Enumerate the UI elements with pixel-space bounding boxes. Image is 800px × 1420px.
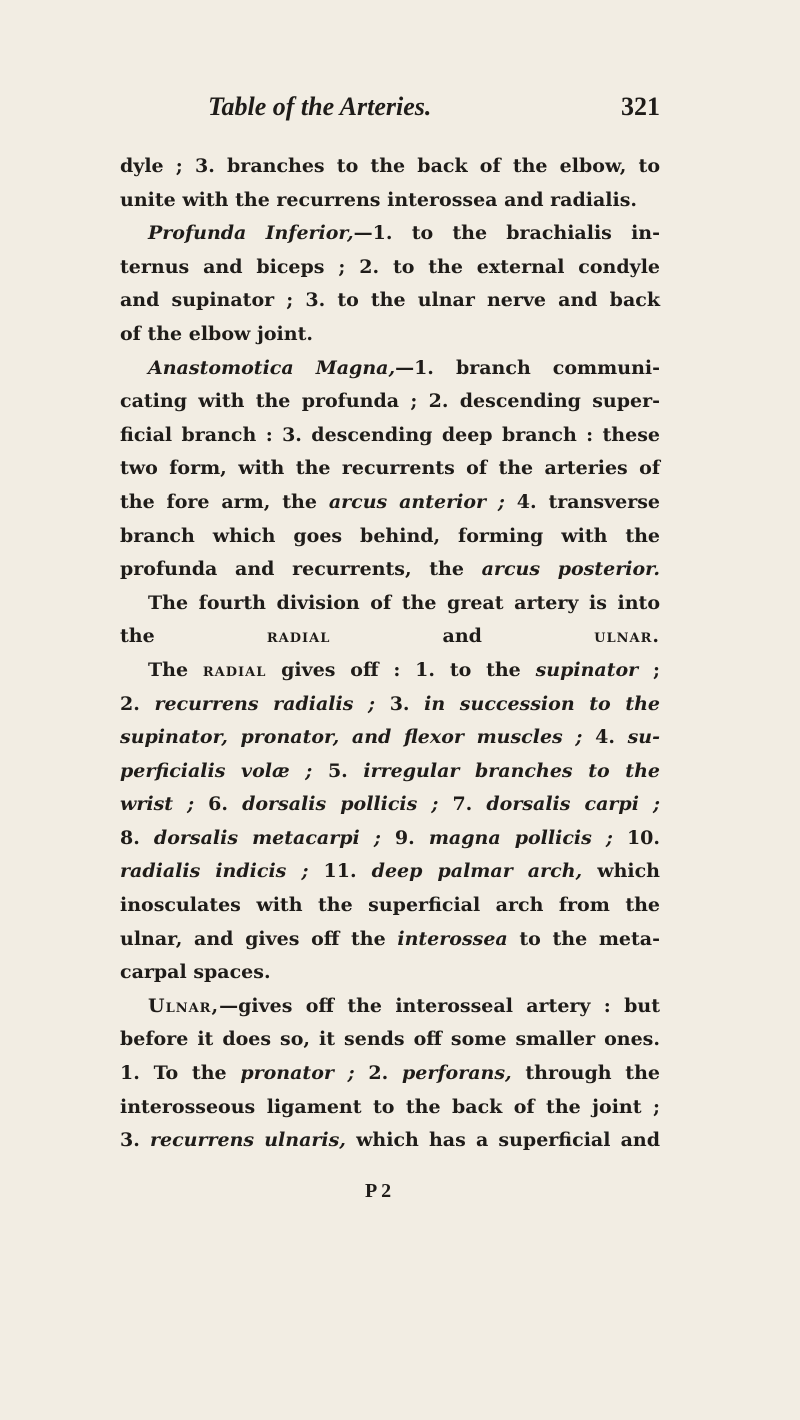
running-title: Table of the Arteries. [208, 92, 432, 121]
text-segment: the fore arm, the [120, 490, 329, 513]
text-segment: and supinator ; 3. to the ulnar nerve and back [120, 289, 660, 312]
italic-segment: perficialis volæ ; [120, 759, 313, 782]
text-segment: unite with the recurrens interossea and radialis. [120, 188, 638, 211]
italic-segment: dorsalis pollicis ; [242, 793, 439, 816]
text-segment: 4. transverse [504, 490, 660, 513]
text-line [120, 956, 660, 990]
text-line [120, 889, 660, 923]
italic-segment: arcus posterior. [481, 558, 660, 581]
text-line [120, 721, 660, 755]
text-line [120, 1023, 660, 1057]
text-line [120, 620, 660, 654]
small-caps-segment: radial [202, 658, 267, 681]
small-caps-segment: radial [266, 625, 331, 648]
text-segment: which has a superficial and [345, 1129, 660, 1152]
text-line [120, 855, 660, 889]
text-segment: 7. [438, 793, 487, 816]
text-segment: ; [638, 658, 660, 681]
text-segment: profunda and recurrents, the [120, 558, 482, 581]
text-segment: 4. [582, 726, 628, 749]
text-segment: 8. [120, 826, 154, 849]
text-segment: interosseous ligament to the back of the joint ; [120, 1095, 660, 1118]
italic-segment: Anastomotica Magna, [148, 356, 396, 379]
text-segment: of the elbow joint. [120, 322, 313, 345]
text-line [120, 788, 660, 822]
page-header [200, 92, 660, 132]
text-segment: 3. [120, 1129, 150, 1152]
italic-segment: radialis indicis ; [120, 860, 309, 883]
text-segment: ficial branch : 3. descending deep branch : these [120, 423, 660, 446]
text-line [120, 1057, 660, 1091]
italic-segment: supinator, pronator, and flexor muscles ; [120, 726, 583, 749]
text-segment: branch which goes behind, forming with the [120, 524, 660, 547]
text-line [120, 284, 660, 318]
text-line [120, 452, 660, 486]
italic-segment: dorsalis metacarpi ; [153, 826, 381, 849]
text-line [120, 990, 660, 1024]
text-segment: —gives off the interosseal artery : but [219, 994, 660, 1017]
text-segment: which [582, 860, 660, 883]
text-segment: carpal spaces. [120, 961, 271, 984]
text-segment: ternus and biceps ; 2. to the external condyle [120, 255, 660, 278]
italic-segment: pronator ; [240, 1062, 355, 1085]
italic-segment: su- [627, 726, 660, 749]
text-segment: —1. branch communi- [395, 356, 660, 379]
italic-segment: irregular branches to the [363, 759, 660, 782]
italic-segment: interossea [397, 927, 508, 950]
text-line [120, 1124, 660, 1158]
text-segment: 2. [120, 692, 155, 715]
italic-segment: magna pollicis ; [428, 826, 613, 849]
text-segment: 6. [194, 793, 243, 816]
text-segment: before it does so, it sends off some smaller ones. [120, 1028, 660, 1051]
text-segment: 10. [612, 826, 660, 849]
text-segment: 2. [354, 1062, 402, 1085]
text-line [120, 923, 660, 957]
text-segment: cating with the profunda ; 2. descending super- [120, 390, 660, 413]
text-segment: gives off : 1. to the [266, 658, 536, 681]
text-segment: two form, with the recurrents of the arteries of [120, 457, 660, 480]
signature-mark: P 2 [365, 1180, 392, 1202]
text-segment: 3. [375, 692, 425, 715]
text-segment: The [148, 658, 203, 681]
italic-segment: wrist ; [120, 793, 195, 816]
text-line [120, 217, 660, 251]
text-segment: to the meta- [507, 927, 660, 950]
text-segment: —1. to the brachialis in- [353, 222, 660, 245]
italic-segment: supinator [535, 658, 639, 681]
text-line [120, 587, 660, 621]
text-line [120, 688, 660, 722]
text-line [120, 385, 660, 419]
text-segment: dyle ; 3. branches to the back of the elbow, to [120, 155, 660, 177]
text-segment: and [330, 625, 595, 648]
text-segment: 1. To the [120, 1062, 241, 1085]
text-line [120, 251, 660, 285]
text-line [120, 553, 660, 587]
body-text [120, 150, 660, 1158]
italic-segment: in succession to the [424, 692, 660, 715]
text-line [120, 1091, 660, 1125]
text-line [120, 419, 660, 453]
text-line [120, 654, 660, 688]
italic-segment: deep palmar arch, [371, 860, 583, 883]
text-line [120, 822, 660, 856]
text-segment: ulnar, and gives off the [120, 927, 398, 950]
italic-segment: perforans, [401, 1062, 512, 1085]
italic-segment: recurrens radialis ; [154, 692, 376, 715]
small-caps-segment: ulnar. [594, 625, 661, 648]
page-number: 321 [621, 92, 660, 121]
italic-segment: Profunda Inferior, [148, 222, 354, 245]
text-segment: 9. [380, 826, 429, 849]
text-segment: inosculates with the superficial arch from the [120, 894, 660, 917]
text-segment: 11. [308, 860, 372, 883]
text-segment: the [120, 625, 267, 648]
text-line [120, 486, 660, 520]
text-line [120, 755, 660, 789]
text-line [120, 184, 660, 218]
text-line [120, 318, 660, 352]
italic-segment: recurrens ulnaris, [149, 1129, 346, 1152]
small-caps-segment: Ulnar, [148, 994, 220, 1017]
text-segment: through the [511, 1062, 660, 1085]
text-segment: The fourth division of the great artery is into [148, 591, 660, 614]
text-line [120, 352, 660, 386]
text-line [120, 520, 660, 554]
text-segment: 5. [312, 759, 364, 782]
italic-segment: arcus anterior ; [328, 490, 505, 513]
text-line [120, 150, 660, 184]
italic-segment: dorsalis carpi ; [486, 793, 660, 816]
